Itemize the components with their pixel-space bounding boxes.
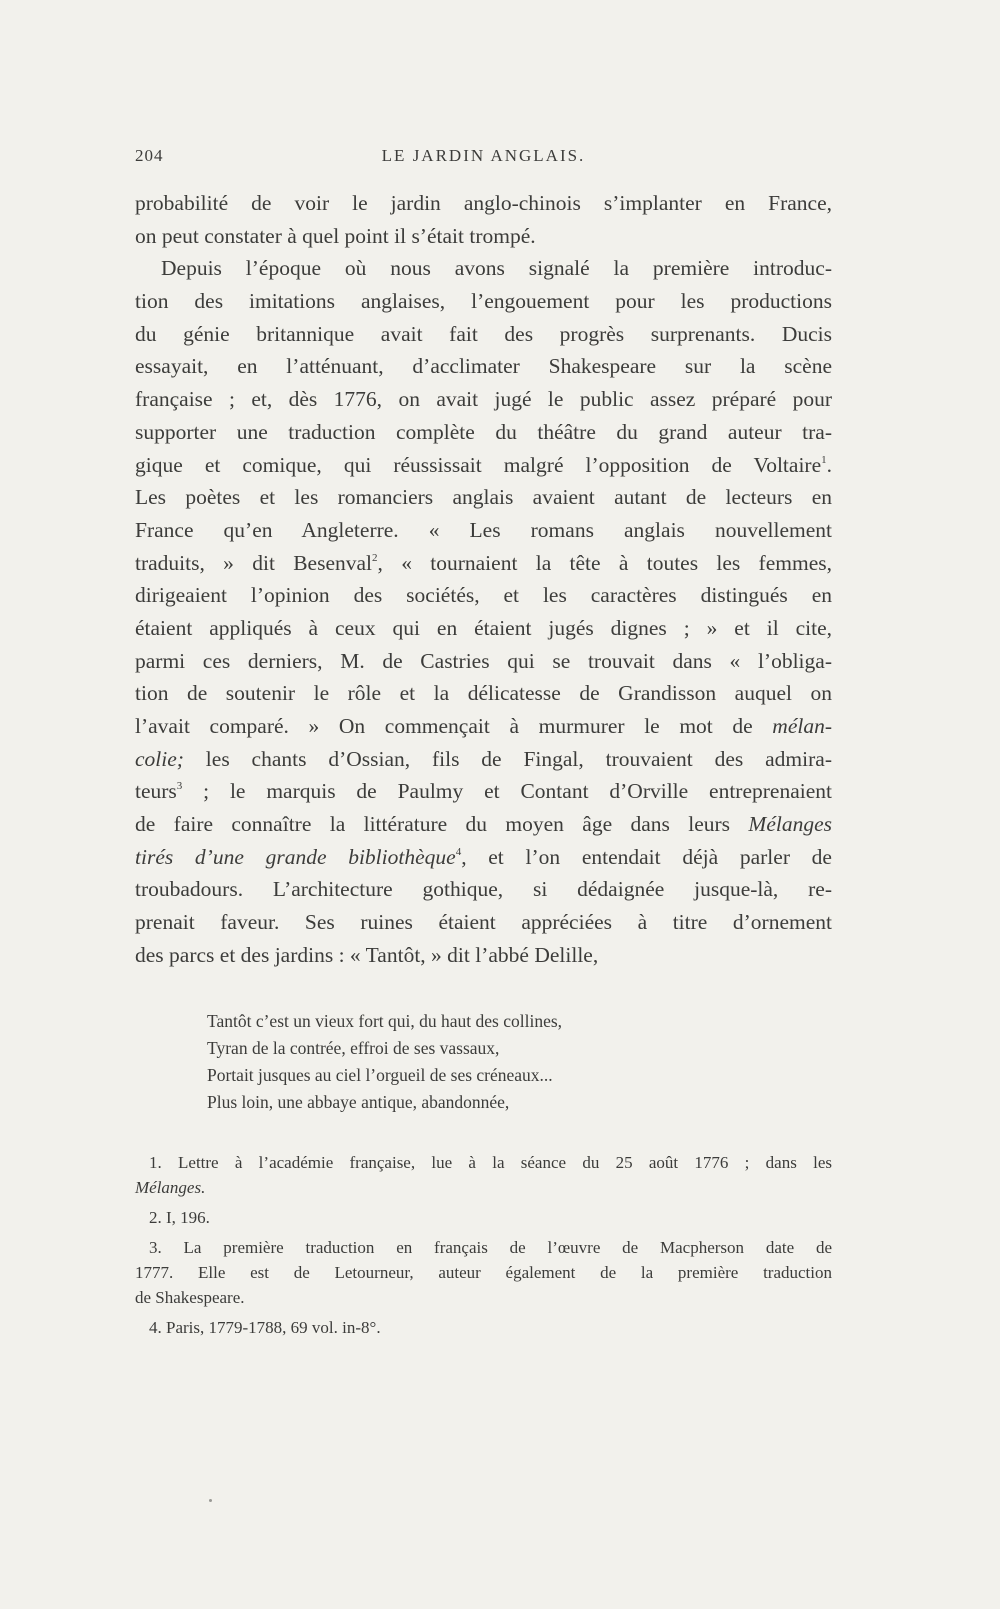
footnote-3 <box>135 1235 832 1310</box>
body-line: Depuis l’époque où nous avons signalé la première introduc- <box>161 256 832 281</box>
verse-line: Tyran de la contrée, effroi de ses vassaux, <box>207 1038 500 1058</box>
body-line <box>135 841 832 874</box>
body-line-text: de faire connaître la littérature du moyen âge dans leurs <box>135 812 749 837</box>
body-line <box>135 743 832 776</box>
footnote-ref-4[interactable]: 4 <box>455 845 462 858</box>
verse-line: Plus loin, une abbaye antique, abandonnée, <box>207 1092 510 1112</box>
body-line: Les poètes et les romanciers anglais avaient autant de lecteurs en <box>135 485 832 510</box>
body-line <box>135 547 832 580</box>
footnote-line: 1. Lettre à l’académie française, lue à la séance du 25 août 1776 ; dans les <box>149 1153 832 1172</box>
footnotes <box>135 1150 832 1345</box>
body-line: française ; et, dès 1776, on avait jugé le public assez préparé pour <box>135 387 832 412</box>
italic-word: mélan- <box>772 714 832 738</box>
body-line: essayait, en l’atténuant, d’acclimater Shakespeare sur la scène <box>135 354 832 379</box>
italic-title: tirés d’une grande bibliothèque <box>135 844 456 869</box>
body-line-text: traduits, » dit Besenval <box>135 550 373 575</box>
running-head: LE JARDIN ANGLAIS. <box>381 146 586 165</box>
italic-title: Mélanges. <box>135 1178 206 1197</box>
body-line-text: ; le marquis de Paulmy et Contant d’Orville entreprenaient <box>182 779 832 804</box>
body-line: probabilité de voir le jardin anglo-chinois s’implanter en France, <box>135 191 832 215</box>
italic-word: colie; <box>135 746 184 771</box>
body-line-text: teurs <box>135 779 177 804</box>
body-line: du génie britannique avait fait des progrès surprenants. Ducis <box>135 321 832 346</box>
body-line-text: l’avait comparé. » On commençait à murmurer le mot de <box>135 714 773 738</box>
body-line: parmi ces derniers, M. de Castries qui se trouvait dans « l’obliga- <box>135 648 832 673</box>
body-line: dirigeaient l’opinion des sociétés, et les caractères distingués en <box>135 583 832 608</box>
body-line: tion des imitations anglaises, l’engouement pour les productions <box>135 289 832 314</box>
body-line: France qu’en Angleterre. « Les romans anglais nouvellement <box>135 517 832 542</box>
body-line-text: gique et comique, qui réussissait malgré l’opposition de Voltaire <box>135 452 822 477</box>
footnote-4 <box>135 1315 832 1340</box>
body-line: tion de soutenir le rôle et la délicatesse de Grandisson auquel on <box>135 681 832 706</box>
footnote-line <box>135 1175 832 1200</box>
body-line: troubadours. L’architecture gothique, si dédaignée jusque-là, re- <box>135 877 832 902</box>
body-line <box>135 808 832 841</box>
verse-line: Tantôt c’est un vieux fort qui, du haut des collines, <box>207 1011 563 1031</box>
body-line <box>135 775 832 808</box>
footnote-line: 2. I, 196. <box>149 1208 210 1227</box>
footnote-line: 4. Paris, 1779-1788, 69 vol. in-8°. <box>149 1318 381 1337</box>
verse-quotation <box>207 1008 707 1116</box>
verse-line: Portait jusques au ciel l’orgueil de ses créneaux... <box>207 1065 553 1085</box>
footnote-ref-1[interactable]: 1 <box>821 453 827 466</box>
page-header <box>135 146 832 170</box>
paper-speck <box>209 1499 212 1502</box>
body-line-text: les chants d’Ossian, fils de Fingal, trouvaient des admira- <box>183 746 832 771</box>
body-line <box>135 710 832 743</box>
footnote-line: 3. La première traduction en français de l’œuvre de Macpherson date de <box>149 1238 832 1257</box>
body-text <box>135 187 832 972</box>
body-line: supporter une traduction complète du théâtre du grand auteur tra- <box>135 419 832 444</box>
footnote-2 <box>135 1205 832 1230</box>
body-line-text: . <box>826 452 832 477</box>
body-line <box>135 449 832 482</box>
footnote-line: de Shakespeare. <box>135 1288 245 1307</box>
body-line: étaient appliqués à ceux qui en étaient jugés dignes ; » et il cite, <box>135 615 832 640</box>
footnote-ref-2[interactable]: 2 <box>372 551 378 564</box>
page-number: 204 <box>135 146 164 165</box>
body-line-text: , et l’on entendait déjà parler de <box>461 844 832 869</box>
footnote-ref-3[interactable]: 3 <box>176 780 183 793</box>
body-line: des parcs et des jardins : « Tantôt, » dit l’abbé Delille, <box>135 942 599 967</box>
body-line: prenait faveur. Ses ruines étaient appréciées à titre d’ornement <box>135 910 832 935</box>
body-line-text: , « tournaient la tête à toutes les femmes, <box>377 550 832 575</box>
footnote-1 <box>135 1150 832 1200</box>
body-line: on peut constater à quel point il s’était trompé. <box>135 223 536 248</box>
italic-title: Mélanges <box>748 812 832 837</box>
footnote-line: 1777. Elle est de Letourneur, auteur également de la première traduction <box>135 1263 832 1282</box>
